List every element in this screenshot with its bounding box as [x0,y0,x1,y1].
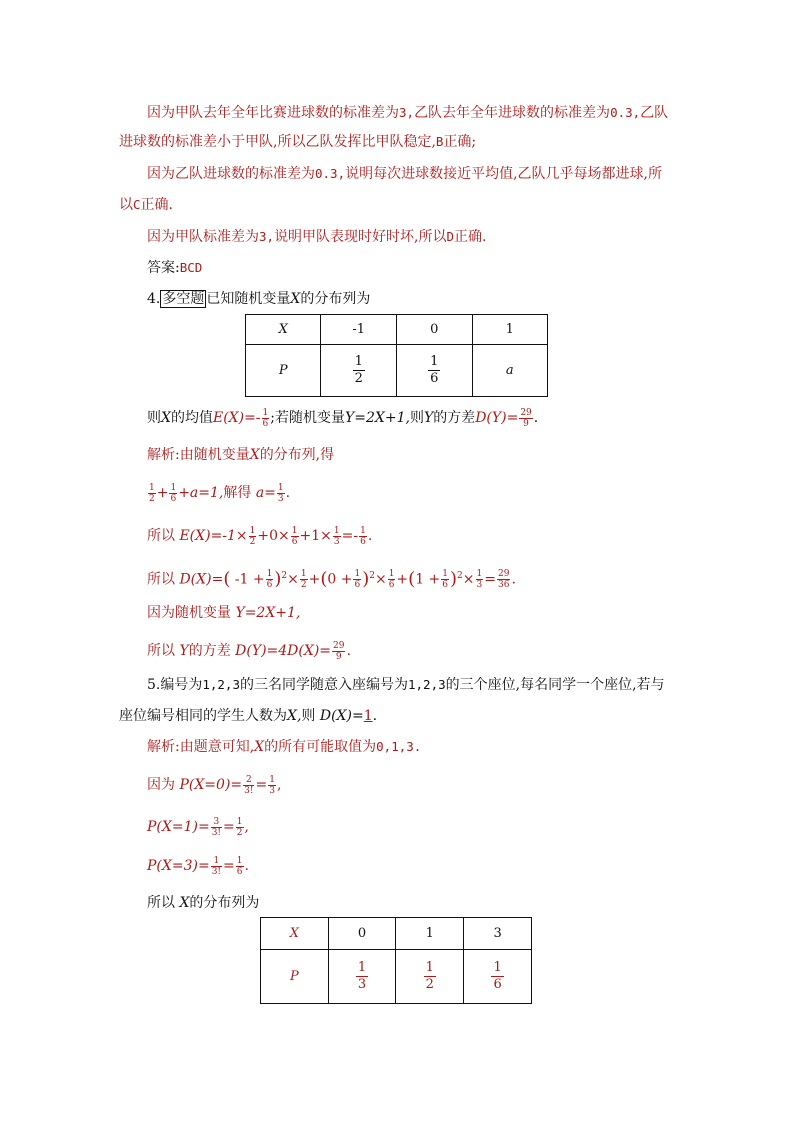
distribution-table-q5 [260,917,532,1004]
fraction [428,354,440,387]
operator: = [223,819,235,835]
text: 乙队 [640,105,669,121]
text: 因为甲队去年全年比赛进球数的标准差为 [147,105,399,121]
text: 所以 [147,643,175,659]
numerator: 1 [236,816,243,827]
question-number: 4. [147,291,161,307]
text: 解析:由随机变量 [147,447,250,463]
text: 解得 [223,485,252,501]
text: 正确. [454,229,487,245]
text: 正确; [443,134,477,150]
text: 因为甲队标准差为 [147,229,259,245]
solution-5-line-4 [147,855,249,877]
denominator: 3 [333,536,340,547]
fraction [497,569,510,590]
numerator: 1 [262,407,269,418]
formula: =- [341,528,359,544]
table-cell: -1 [321,315,397,345]
explanation-line-c-1 [147,163,662,185]
fraction [249,526,257,547]
numerator: 1 [357,960,367,975]
explanation-line-c-2 [119,194,173,216]
numerator: 1 [300,569,307,580]
table-header-row [246,315,548,345]
fraction [424,960,436,993]
explanation-line-b-2 [119,131,476,153]
text: . [244,858,249,874]
formula: E(X)=-1× [179,528,248,544]
text: 的均值 [170,410,213,426]
text: . [533,410,539,426]
formula: P(X=1)= [147,819,210,835]
numerator: 1 [354,354,363,369]
fraction [332,641,345,662]
text: 正确. [140,197,173,213]
text: 的分布列为 [189,895,260,911]
fraction [476,569,484,590]
fraction [291,526,299,547]
answer-line [147,257,202,279]
denominator: 6 [442,580,449,591]
denominator: 3! [211,827,222,838]
table-cell: a [472,345,547,397]
formula: P(X=3)= [147,858,210,874]
fraction [353,354,365,387]
formula: +0× [257,528,290,544]
solution-5-line-5 [147,892,259,914]
denominator: 6 [354,580,361,591]
fraction [236,856,244,877]
fraction [211,817,222,838]
answer-value: 1 [363,708,373,724]
fraction [262,408,270,429]
option-letter: B [435,134,444,149]
variable: X, [287,708,302,724]
numerator: 1 [476,569,483,580]
answer-label: 答案: [147,260,180,276]
fraction [266,569,274,590]
text: . [346,643,351,659]
text: ;若随机变量 [270,410,345,426]
numerator: 1 [493,960,502,975]
formula: +a=1, [178,485,224,501]
numerator: 29 [497,569,510,580]
denominator: 3 [277,493,284,504]
fraction [300,569,308,590]
fraction [519,408,532,429]
text: . [285,485,291,501]
text: . [367,528,373,544]
question-5-line-1 [147,674,665,696]
text: 的方差 [188,643,231,659]
numerator: 1 [149,482,155,493]
text: 的三个座位,每名同学一个座位,若与 [445,677,665,693]
number: 0,1,3. [376,739,422,754]
text: 说明每次进球数接近平均值,乙队几乎每场都进球,所 [345,166,663,182]
table-cell: X [261,918,329,950]
number: 3, [399,105,415,120]
denominator: 6 [360,536,366,547]
operator: = [223,858,235,874]
table-header-row [261,918,532,950]
denominator: 6 [236,866,243,877]
numerator: 29 [333,640,345,651]
fraction [388,569,396,590]
denominator: 6 [262,418,269,429]
answer-variance: D(Y)= [475,410,519,426]
variable: X [249,447,260,463]
denominator: 6 [430,371,439,386]
variable: X [290,291,301,307]
numerator: 1 [388,569,395,580]
question-5-line-2 [119,705,377,727]
denominator: 6 [388,580,395,591]
fraction [277,483,285,504]
solution-4-line-2 [147,482,290,504]
text: 所以 [147,895,175,911]
table-cell [328,950,396,1004]
numerator: 1 [277,482,284,493]
text: 因为随机变量 [147,605,231,621]
formula: 1 + [415,571,441,588]
formula: -1 + [234,571,265,588]
explanation-line-d [147,226,487,248]
numerator: 1 [442,569,449,580]
denominator: 9 [335,651,342,662]
fraction [148,483,156,504]
text: , [244,819,249,835]
formula: +1× [299,528,332,544]
text: 以 [119,197,133,213]
numerator: 1 [170,482,177,493]
question-4-blanks [147,407,538,429]
solution-4-line-4: 所以 D(X)=( -1 + $\frac{1}{6}$ )$^2$× $\frac{1}{2}$ +(0 + $\frac{1}{6}$ )$^2$× $\frac{1}{6}$ +(1 + $\frac{1}{6}$ )$^2$× $\frac{1}{3}$ = $\frac{29}{36}$ . [147,568,516,591]
text: . [511,571,516,588]
text: 所以 [147,528,175,544]
formula: P(X=0)= [179,777,243,793]
formula: 0 + [327,571,353,588]
text: 因为 [147,777,175,793]
table-cell [321,345,397,397]
numerator: 1 [425,960,434,975]
denominator: 2 [249,536,256,547]
numerator: 1 [236,855,243,866]
question-type-tag: 多空题 [162,291,205,307]
denominator: 2 [300,580,307,591]
text: 所以 [147,571,175,588]
solution-5-line-3 [147,816,249,838]
solution-5-line-2 [147,774,281,796]
formula: D(Y)=4D(X)= [235,643,332,659]
denominator: 2 [149,493,155,504]
formula: Y=2X+1, [345,410,410,426]
table-cell [464,950,532,1004]
solution-4-line-3 [147,525,372,547]
fraction [353,569,361,590]
numerator: 3 [211,817,222,828]
table-cell: 1 [472,315,547,345]
fraction [491,960,503,993]
denominator: 3! [211,866,222,877]
denominator: 3 [357,977,367,992]
numerator: 1 [269,774,275,785]
variable: Y [423,410,434,426]
question-4-stem [147,288,370,310]
solution-5-line-1 [147,736,421,758]
fraction [441,569,449,590]
option-letter: D [446,229,455,244]
table-cell [396,950,464,1004]
option-letter: C [133,197,141,212]
fraction [268,775,276,796]
text: 进球数的标准差小于甲队,所以乙队发挥比甲队稳定, [119,134,436,150]
table-cell: P [246,345,321,397]
numerator: 1 [266,569,273,580]
text: 解析:由题意可知, [147,739,255,755]
denominator: 6 [170,493,177,504]
text: 说明甲队表现时好时坏,所以 [274,229,447,245]
fraction [169,483,177,504]
text: 则 [409,410,424,426]
text: 5.编号为 [147,677,203,693]
numerator: 1 [354,569,361,580]
denominator: 6 [493,977,502,992]
operator: + [156,485,169,501]
fraction [356,960,368,993]
text: 因为乙队进球数的标准差为 [147,166,315,182]
table-cell: 0 [397,315,473,345]
solution-4-line-5 [147,602,300,624]
denominator: 6 [291,536,298,547]
table-cell [397,345,473,397]
table-cell: P [261,950,329,1004]
fraction [236,817,244,838]
denominator: 3 [269,785,275,796]
variable: X [161,410,171,426]
text: , [276,777,282,793]
formula: D(X)= [319,708,364,724]
table-cell: X [246,315,321,345]
answer-value: BCD [179,260,203,275]
numerator: 1 [211,856,222,867]
formula: D(X)= [179,571,224,588]
variable: X [179,895,190,911]
text: 的分布列为 [300,291,371,307]
solution-4-line-1 [147,444,334,466]
text: . [372,708,378,724]
formula: a= [255,485,276,501]
variable: X [254,739,265,755]
number: 1,2,3 [202,677,240,692]
explanation-line-b-1 [147,102,668,124]
table-cell: 0 [328,918,396,950]
numerator: 2 [243,775,254,786]
formula: Y=2X+1, [235,605,301,621]
text: 的三名同学随意入座编号为 [240,677,408,693]
table-row [261,950,532,1004]
answer-expectation: E(X)=- [212,410,261,426]
numerator: 1 [291,525,298,536]
text: 则 [301,708,316,724]
table-cell: 1 [396,918,464,950]
number: 3, [259,229,275,244]
denominator: 9 [523,418,529,429]
number: 0.3, [315,166,346,181]
text: 则 [147,410,161,426]
text: 已知随机变量 [206,291,291,307]
numerator: 1 [430,354,439,369]
operator: = [255,777,268,793]
numerator: 1 [333,525,340,536]
denominator: 36 [497,580,510,591]
text: 的方差 [433,410,476,426]
denominator: 3 [476,580,483,591]
number: 1,2,3 [408,677,446,692]
number: 0.3, [610,105,641,120]
fraction [333,526,341,547]
numerator: 1 [249,525,256,536]
fraction [243,775,254,796]
numerator: 1 [360,525,366,536]
denominator: 3! [244,785,254,796]
variable: Y [179,643,189,659]
denominator: 6 [266,580,273,591]
fraction [359,526,367,547]
text: 座位编号相同的学生人数为 [119,708,287,724]
solution-4-line-6 [147,640,351,662]
text: 的分布列,得 [259,447,335,463]
denominator: 2 [354,371,363,386]
text: 乙队去年全年进球数的标准差为 [414,105,611,121]
denominator: 2 [425,977,434,992]
numerator: 29 [520,407,532,418]
table-row [246,345,548,397]
denominator: 2 [236,827,243,838]
distribution-table-q4 [245,314,548,397]
table-cell: 3 [464,918,532,950]
text: 的所有可能取值为 [264,739,377,755]
fraction [211,856,222,877]
